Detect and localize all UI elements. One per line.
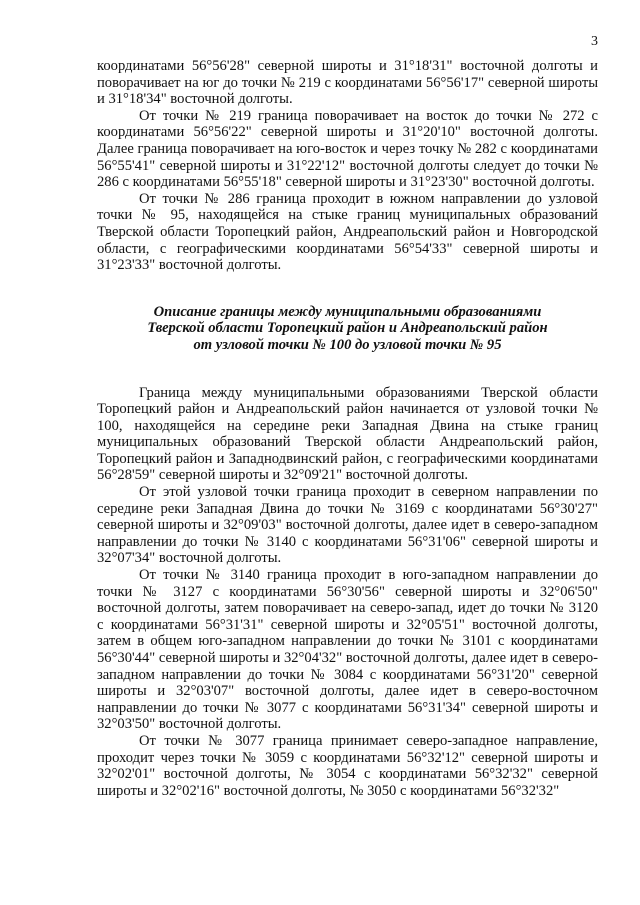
section-heading-line-2: Тверской области Торопецкий район и Андреапольский район (147, 320, 548, 337)
paragraph-point-3077: От точки № 3077 граница принимает северо-западное направление, проходит через точки № 3059 с координатами 56°32'12" северной широты и 32°02'01" восточной долготы, № 3054 с координатами 56°32'32" северной широты и 32°02'16" восточной долготы, № 3050 с координатами 56°32'32" (97, 732, 598, 799)
paragraph-northern-direction: От этой узловой точки граница проходит в северном направлении по середине реки Западная Двина до точки № 3169 с координатами 56°30'27" северной широты и 32°09'03" восточной долготы, далее идет в северо-западном направлении до точки № 3140 с координатами 56°31'06" северной широты и 32°07'34" восточной долготы. (97, 484, 598, 567)
page-number: 3 (591, 34, 598, 49)
paragraph-point-3140: От точки № 3140 граница проходит в юго-западном направлении до точки № 3127 с координатами 56°30'56" северной широты и 32°06'50" восточной долготы, затем поворачивает на северо-запад, идет до точки № 3120 с координатами 56°31'31" северной широты и 32°05'51" восточной долготы, затем в общем юго-западном направлении до точки № 3101 с координатами 56°30'44" северной широты и 32°04'32" восточной долготы, далее идет в северо-западном направлении до точки № 3084 с координатами 56°31'20" северной широты и 32°03'07" восточной долготы, далее идет в северо-восточном направлении до точки № 3077 с координатами 56°31'34" северной широты и 32°03'50" восточной долготы. (97, 567, 598, 733)
document-body (97, 58, 598, 799)
section-heading (97, 304, 598, 354)
paragraph-point-219: От точки № 219 граница поворачивает на восток до точки № 272 с координатами 56°56'22" северной широты и 31°20'10" восточной долготы. Далее граница поворачивает на юго-восток и через точку № 282 с координатами 56°55'41" северной широты и 31°22'12" восточной долготы следует до точки № 286 с координатами 56°55'18" северной широты и 31°23'30" восточной долготы. (97, 107, 598, 191)
paragraph-boundary-continuation: координатами 56°56'28" северной широты и 31°18'31" восточной долготы и поворачивает на юг до точки № 219 с координатами 56°56'17" северной широты и 31°18'34" восточной долготы. (97, 58, 598, 108)
paragraph-point-286: От точки № 286 граница проходит в южном направлении до узловой точки № 95, находящейся на стыке границ муниципальных образований Тверской области Торопецкий район, Андреапольский район и Новгородской области, с географическими координатами 56°54'33" северной широты и 31°23'33" восточной долготы. (97, 190, 598, 274)
section-heading-line-3: от узловой точки № 100 до узловой точки № 95 (193, 336, 502, 353)
paragraph-boundary-start: Граница между муниципальными образованиями Тверской области Торопецкий район и Андреапольский район начинается от узловой точки № 100, находящейся на середине реки Западная Двина на стыке границ муниципальных образований Тверской области Андреапольский район, Торопецкий район и Западнодвинский район, с географическими координатами 56°28'59" северной широты и 32°09'21" восточной долготы. (97, 384, 598, 484)
section-heading-line-1: Описание границы между муниципальными образованиями (153, 303, 542, 320)
